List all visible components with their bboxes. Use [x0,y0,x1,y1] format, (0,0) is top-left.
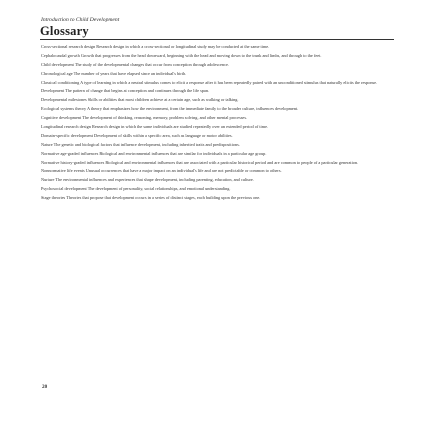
page-title: Glossary [40,24,89,38]
glossary-entry: Cross-sectional research design Research design in which a cross-sectional or longitudinal study may be conducted at the same time. [41,44,270,49]
glossary-entry: Ecological systems theory A theory that emphasizes how the environment, from the immediate family to the broader culture, influences development. [41,106,299,112]
glossary-entry: Psychosocial development The development of personality, social relationships, and emotional understanding. [41,186,231,192]
glossary-entry: Chronological age The number of years that have elapsed since an individual's birth. [41,70,187,76]
title-rule [40,39,394,40]
glossary-list [41,44,391,204]
glossary-entry: Classical conditioning A type of learning in which a neutral stimulus comes to elicit a response after it has been repeatedly paired with an unconditioned stimulus that naturally elicits the response. [41,79,378,85]
glossary-entry: Stage theories Theories that propose that development occurs in a series of distinct stages, each building upon the previous one. [41,195,261,201]
glossary-entry: Normative age-graded influences Biological and environmental influences that are similar for individuals in a particular age group. [41,150,267,156]
running-head: Introduction to Child Development [41,17,120,23]
glossary-entry: Nonnormative life events Unusual occurrences that have a major impact on an individual's life and are not predictable or common to others. [41,168,282,174]
glossary-entry: Cognitive development The development of thinking, reasoning, memory, problem solving, and other mental processes. [41,115,248,121]
page-number: 20 [42,384,48,390]
glossary-entry: Nature The genetic and biological factors that influence development, including inherited traits and predispositions. [41,141,240,147]
glossary-entry: Domain-specific development Development of skills within a specific area, such as language or motor abilities. [41,132,233,138]
glossary-entry: Nurture The environmental influences and experiences that shape development, including parenting, education, and culture. [41,177,254,183]
glossary-entry: Child development The study of the developmental changes that occur from conception through adolescence. [41,61,229,67]
glossary-entry: Normative history-graded influences Biological and environmental influences that are associated with a particular historical period and are common to people of a particular generation. [41,159,359,165]
glossary-entry: Developmental milestones Skills or abilities that most children achieve at a certain age, such as walking or talking. [41,97,239,103]
glossary-entry: Longitudinal research design Research design in which the same individuals are studied repeatedly over an extended period of time. [41,124,269,130]
glossary-entry: Development The pattern of change that begins at conception and continues through the life span. [41,88,210,94]
glossary-entry: Cephalocaudal growth Growth that progresses from the head downward, beginning with the head and moving down to the trunk and limbs, and through to the feet. [41,52,322,58]
